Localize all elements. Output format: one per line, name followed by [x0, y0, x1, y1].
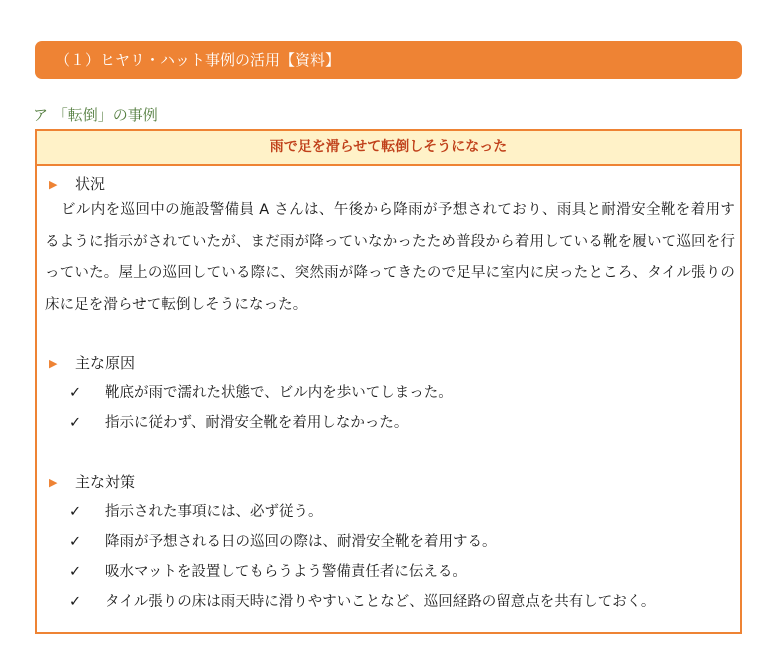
triangle-bullet-icon: ▶: [49, 476, 58, 489]
cause-item-text: 指示に従わず、耐滑安全靴を着用しなかった。: [105, 415, 409, 431]
measure-item-text: タイル張りの床は雨天時に滑りやすいことなど、巡回経路の留意点を共有しておく。: [105, 594, 656, 610]
checkmark-icon: ✓: [69, 415, 82, 431]
triangle-bullet-icon: ▶: [49, 178, 58, 191]
situation-label: 状況: [75, 175, 106, 193]
causes-heading: [49, 352, 135, 373]
measure-item: [69, 590, 655, 611]
case-box: [35, 129, 742, 634]
checkmark-icon: ✓: [69, 594, 82, 610]
checkmark-icon: ✓: [69, 564, 82, 580]
case-title: 雨で足を滑らせて転倒しそうになった: [37, 131, 740, 166]
triangle-bullet-icon: ▶: [49, 357, 58, 370]
measure-item: [69, 530, 497, 551]
measures-label: 主な対策: [75, 473, 136, 491]
checkmark-icon: ✓: [69, 534, 82, 550]
measure-item: [69, 500, 323, 521]
checkmark-icon: ✓: [69, 504, 82, 520]
cause-item-text: 靴底が雨で濡れた状態で、ビル内を歩いてしまった。: [105, 385, 453, 401]
cause-item: [69, 381, 453, 402]
measures-heading: [49, 471, 135, 492]
case-subheading: ア 「転倒」の事例: [33, 106, 158, 124]
checkmark-icon: ✓: [69, 385, 82, 401]
causes-label: 主な原因: [75, 354, 136, 372]
measure-item-text: 吸水マットを設置してもらうよう警備責任者に伝える。: [105, 564, 467, 580]
measure-item-text: 降雨が予想される日の巡回の際は、耐滑安全靴を着用する。: [105, 534, 497, 550]
section-header-title: （１）ヒヤリ・ハット事例の活用【資料】: [55, 51, 341, 69]
cause-item: [69, 411, 408, 432]
measure-item: [69, 560, 467, 581]
situation-text: ビル内を巡回中の施設警備員 A さんは、午後から降雨が予想されており、雨具と耐滑安全靴を着用するように指示がされていたが、まだ雨が降っていなかったため普段から着用している靴を履いて巡回を行っていた。屋上の巡回している際に、突然雨が降ってきたので足早に室内に戻ったところ、タイル張りの床に足を滑らせて転倒しそうになった。: [45, 202, 735, 313]
situation-heading: [49, 173, 105, 194]
section-header-bar: [35, 41, 742, 79]
measure-item-text: 指示された事項には、必ず従う。: [105, 504, 323, 520]
